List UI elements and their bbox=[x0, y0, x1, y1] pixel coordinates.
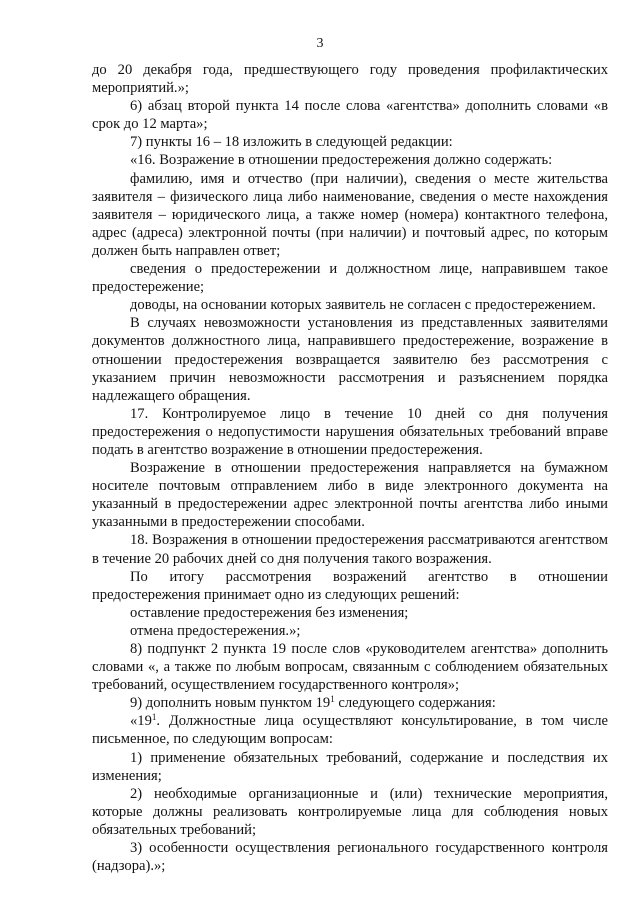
paragraph-14: отмена предостережения.»; bbox=[130, 622, 301, 639]
paragraph-2: 6) абзац второй пункта 14 после слова «агентства» дополнить словами «в срок до 12 марта»; bbox=[92, 98, 608, 133]
paragraph-17-text-end: . Должностные лица осуществляют консультирование, в том числе письменное, по следующим вопросам: bbox=[92, 713, 608, 748]
paragraph-13: оставление предостережения без изменения; bbox=[130, 604, 409, 621]
page-number: 3 bbox=[316, 36, 324, 51]
paragraph-12: По итогу рассмотрения возражений агентство в отношении предостережения принимает одно из следующих решений: bbox=[92, 568, 608, 603]
paragraph-7: доводы, на основании которых заявитель не согласен с предостережением. bbox=[130, 297, 596, 314]
paragraph-9: 17. Контролируемое лицо в течение 10 дней со дня получения предостережения о недопустимости нарушения обязательных требований вправе подать в агентство возражение в отношении предостережения. bbox=[92, 405, 608, 458]
paragraph-5: фамилию, имя и отчество (при наличии), сведения о месте жительства заявителя – физического лица либо наименование, сведения о месте нахождения заявителя – юридического лица, а также номер (номера) контактного телефона, адрес (адреса) электронной почты (при наличии) и почтовый адрес, по которым должен быть направлен ответ; bbox=[92, 170, 608, 259]
paragraph-15: 8) подпункт 2 пункта 19 после слов «руководителем агентства» дополнить словами «, а также по любым вопросам, связанным с соблюдением обязательных требований, осуществлением государственного контроля»; bbox=[92, 641, 608, 694]
paragraph-16 bbox=[92, 694, 608, 712]
paragraph-11: 18. Возражения в отношении предостережения рассматриваются агентством в течение 20 рабочих дней со дня получения такого возражения. bbox=[92, 532, 608, 567]
paragraph-3: 7) пункты 16 – 18 изложить в следующей редакции: bbox=[130, 134, 453, 151]
paragraph-19: 2) необходимые организационные и (или) технические мероприятия, которые должны реализовать контролируемые лица для соблюдения новых обязательных требований; bbox=[92, 785, 608, 838]
paragraph-1: до 20 декабря года, предшествующего году проведения профилактических мероприятий.»; bbox=[92, 62, 608, 97]
paragraph-4: «16. Возражение в отношении предостережения должно содержать: bbox=[130, 152, 553, 169]
paragraph-16-text: 9) дополнить новым пунктом 19 bbox=[130, 695, 331, 712]
superscript: 1 bbox=[330, 694, 335, 705]
paragraph-8: В случаях невозможности установления из представленных заявителями документов должностного лица, направившего предостережение, возражение в отношении предостережения возвращается заявителю без рассмотрения с указанием причин невозможности рассмотрения и разъяснением порядка надлежащего обращения. bbox=[92, 315, 608, 404]
paragraph-10: Возражение в отношении предостережения направляется на бумажном носителе почтовым отправлением либо в виде электронного документа на указанный в предостережении адрес электронной почты агентства либо иными указанными в предостережении способами. bbox=[92, 460, 608, 531]
paragraph-17 bbox=[92, 712, 608, 748]
paragraph-17-text: «19 bbox=[130, 713, 152, 730]
paragraph-20: 3) особенности осуществления регионального государственного контроля (надзора).»; bbox=[92, 840, 608, 875]
superscript: 1 bbox=[151, 712, 157, 723]
document-body bbox=[92, 61, 608, 875]
paragraph-16-text-end: следующего содержания: bbox=[334, 695, 496, 712]
paragraph-18: 1) применение обязательных требований, содержание и последствия их изменения; bbox=[92, 749, 608, 784]
paragraph-6: сведения о предостережении и должностном лице, направившем такое предостережение; bbox=[92, 261, 608, 296]
